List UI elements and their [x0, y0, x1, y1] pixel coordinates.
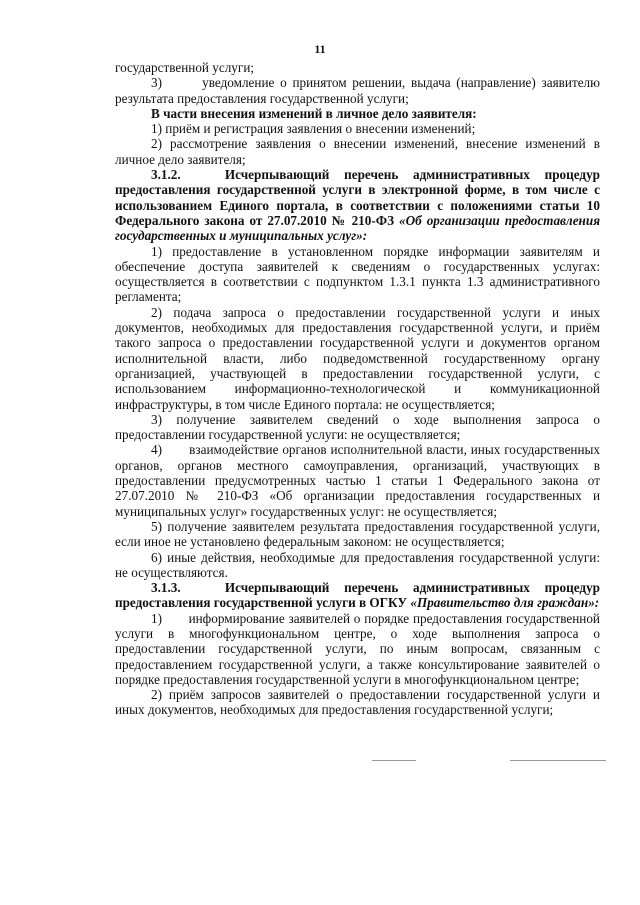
heading-text: 3.1.2. Исчерпывающий перечень административных процедур предоставления государственной услуги в электронной форме, в том числе с использованием Единого портала, в соответствии с положениями статьи 10 Федерального закона от 27.07.2010 № 210-ФЗ — [115, 167, 600, 228]
paragraph: государственной услуги; — [115, 60, 255, 75]
list-item: 1) предоставление в установленном порядке информации заявителям и обеспечение доступа заявителей к сведениям о государственных услугах: осуществляется в соответствии с подпунктом 1.3.1 пункта 1.3 административного регламента; — [115, 243, 600, 305]
document-body — [115, 60, 600, 718]
scan-artifact-line — [510, 760, 606, 761]
page-number: 11 — [314, 42, 326, 56]
list-item: 6) иные действия, необходимые для предоставления государственной услуги: не осуществляются. — [115, 549, 600, 580]
heading-org-title: «Правительство для граждан»: — [410, 595, 600, 611]
heading-text: 3.1.3. Исчерпывающий перечень административных процедур предоставления государственной услуги в ОГКУ — [115, 580, 600, 611]
list-item: 5) получение заявителем результата предоставления государственной услуги, если иное не установлено федеральным законом: не осуществляется; — [115, 518, 600, 550]
list-item: 1) информирование заявителей о порядке предоставления государственной услуги в многофункциональном центре, о ходе выполнения запроса о предоставлении государственной услуги, по иным вопросам, связанным с предоставлением государственной услуги, а также консультирование заявителей о порядке предоставления государственной услуги в многофункциональном центре; — [115, 610, 600, 687]
list-item: 2) приём запросов заявителей о предоставлении государственной услуги и иных документов, необходимых для предоставления государственной услуги; — [115, 687, 600, 718]
section-heading: В части внесения изменений в личное дело заявителя: — [151, 105, 477, 121]
list-item: 1) приём и регистрация заявления о внесении изменений; — [151, 121, 476, 137]
list-item: 2) подача запроса о предоставлении государственной услуги и иных документов, необходимых для предоставления государственной услуги, и приём такого запроса о предоставлении государственной услуги и документов органом исполнительной власти, либо подведомственной государственному органу организацией, участвующей в предоставлении государственной услуги, с использованием информационно-технологической и коммуникационной инфраструктуры, в том числе Единого портала: не осуществляется; — [115, 304, 600, 412]
heading-law-title: «Об организации предоставления государственных и муниципальных услуг»: — [115, 212, 600, 244]
scan-artifact-line — [372, 760, 416, 761]
list-item: 3) получение заявителем сведений о ходе выполнения запроса о предоставлении государственной услуги: не осуществляется; — [115, 411, 600, 443]
list-item: 4) взаимодействие органов исполнительной власти, иных государственных органов, органов местного самоуправления, организаций, участвующих в предоставлении предусмотренных частью 1 статьи 1 Федерального закона от 27.07.2010 № 210-ФЗ «Об организации предоставления государственных и муниципальных услуг» государственных услуг: не осуществляется; — [115, 442, 600, 519]
section-heading-3-1-3 — [115, 580, 600, 611]
section-heading-3-1-2 — [115, 167, 600, 243]
list-item: 3) уведомление о принятом решении, выдача (направление) заявителю результата предоставления государственной услуги; — [115, 75, 600, 106]
list-item: 2) рассмотрение заявления о внесении изменений, внесение изменений в личное дело заявителя; — [115, 136, 600, 167]
